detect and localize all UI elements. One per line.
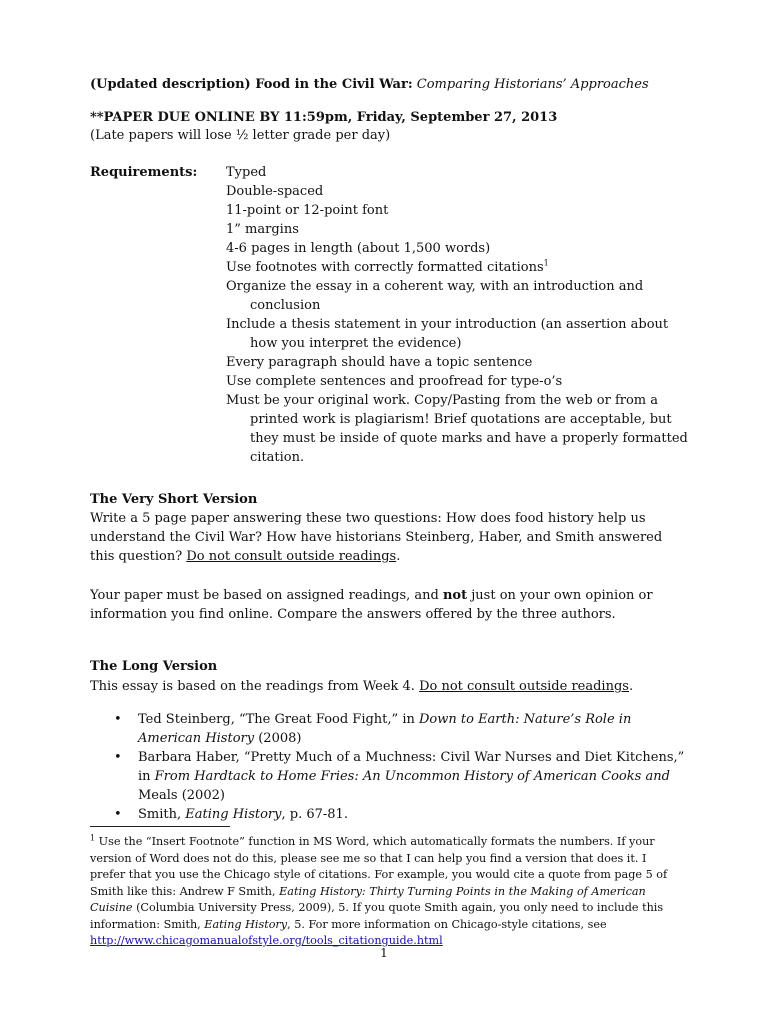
intro-text: This essay is based on the readings from Week 4. bbox=[90, 679, 415, 694]
reading-author-title: Ted Steinberg, “The Great Food Fight,” in bbox=[138, 712, 415, 727]
requirement-item: 11-point or 12-point font bbox=[226, 203, 389, 218]
paragraph-text: Your paper must be based on assigned readings, and bbox=[90, 588, 439, 603]
footnote-mark: 1 bbox=[90, 833, 96, 843]
reading-book-title: Eating History bbox=[185, 807, 282, 822]
footnote-reference[interactable]: 1 bbox=[543, 258, 549, 268]
requirement-item: 4-6 pages in length (about 1,500 words) bbox=[226, 241, 491, 256]
reading-year: (2008) bbox=[258, 731, 302, 746]
no-outside-readings-note: Do not consult outside readings bbox=[419, 679, 629, 694]
requirement-item: Organize the essay in a coherent way, with an introduction and conclusion bbox=[226, 279, 644, 313]
reading-year: Meals (2002) bbox=[138, 788, 225, 803]
footnote-text: (Columbia University Press, 2009), 5. If you quote Smith again, you only need to include this information: Smith, bbox=[90, 901, 664, 931]
citation-guide-link[interactable]: http://www.chicagomanualofstyle.org/tools_citationguide.html bbox=[90, 934, 443, 947]
footnote-short-title: Eating History bbox=[204, 917, 288, 931]
bullet: • bbox=[114, 750, 122, 765]
short-version-heading: The Very Short Version bbox=[90, 492, 258, 507]
requirement-item: Must be your original work. Copy/Pasting from the web or from a printed work is plagiarism! Brief quotations are acceptable, but they must be inside of quote marks and have a properly formatted citation. bbox=[226, 393, 688, 465]
reading-author-title: Barbara Haber, “Pretty Much of a Muchness: Civil War Nurses and Diet Kitchens,” in bbox=[138, 750, 685, 784]
long-version-intro bbox=[90, 677, 633, 696]
title-italic: Comparing Historians’ Approaches bbox=[416, 77, 649, 92]
requirements-list bbox=[226, 163, 696, 467]
no-outside-readings-note: Do not consult outside readings bbox=[186, 549, 397, 564]
paragraph-text: just on your own opinion or information you find online. Compare the answers offered by the three authors. bbox=[90, 588, 653, 622]
title-bold: (Updated description) Food in the Civil War: bbox=[90, 77, 413, 92]
sentence-end: . bbox=[628, 679, 634, 694]
requirement-item: Use complete sentences and proofread for type-o’s bbox=[226, 374, 563, 389]
emphasis-not: not bbox=[442, 588, 468, 603]
footnote bbox=[90, 834, 680, 950]
requirement-item: Every paragraph should have a topic sentence bbox=[226, 355, 533, 370]
bullet: • bbox=[114, 712, 122, 727]
reading-item bbox=[90, 805, 690, 824]
footnote-book-title: Eating History: Thirty Turning Points in the Making of American Cuisine bbox=[90, 884, 646, 914]
requirement-item: Include a thesis statement in your introduction (an assertion about how you interpret the evidence) bbox=[226, 317, 669, 351]
assigned-readings-paragraph bbox=[90, 586, 690, 624]
short-version-text: Write a 5 page paper answering these two questions: How does food history help us understand the Civil War? How have historians Steinberg, Haber, and Smith answered this question? bbox=[90, 511, 663, 564]
reading-item bbox=[90, 748, 690, 805]
footnote-text: Use the “Insert Footnote” function in MS Word, which automatically formats the numbers. If your version of Word does not do this, please see me so that I can help you find a version that does it. I prefer that you use the Chicago style of citations. For example, you would cite a quote from page 5 of Smith like this: Andrew F Smith, bbox=[90, 835, 668, 898]
requirement-item-text: Use footnotes with correctly formatted citations bbox=[226, 260, 544, 275]
reading-pages: , p. 67-81. bbox=[281, 807, 348, 822]
reading-item bbox=[90, 710, 690, 748]
reading-author-title: Smith, bbox=[138, 807, 182, 822]
bullet: • bbox=[114, 807, 122, 822]
requirement-item: 1” margins bbox=[226, 222, 299, 237]
requirements-label: Requirements: bbox=[90, 165, 198, 180]
page-title bbox=[90, 75, 649, 94]
long-version-heading: The Long Version bbox=[90, 659, 218, 674]
late-policy: (Late papers will lose ½ letter grade per day) bbox=[90, 128, 391, 143]
requirement-item: Double-spaced bbox=[226, 184, 324, 199]
short-version-paragraph bbox=[90, 509, 690, 566]
footnote-text: , 5. For more information on Chicago-style citations, see bbox=[287, 917, 607, 931]
due-date-line: **PAPER DUE ONLINE BY 11:59pm, Friday, September 27, 2013 bbox=[90, 110, 558, 125]
footnote-separator bbox=[90, 826, 230, 827]
requirement-item: Typed bbox=[226, 165, 267, 180]
readings-list bbox=[90, 710, 690, 824]
sentence-end: . bbox=[396, 549, 401, 564]
requirement-item bbox=[226, 258, 696, 277]
reading-book-title: From Hardtack to Home Fries: An Uncommon History of American Cooks and bbox=[154, 769, 670, 784]
reading-book-title: Down to Earth: Nature’s Role in American History bbox=[138, 712, 632, 746]
page-number: 1 bbox=[380, 946, 388, 960]
